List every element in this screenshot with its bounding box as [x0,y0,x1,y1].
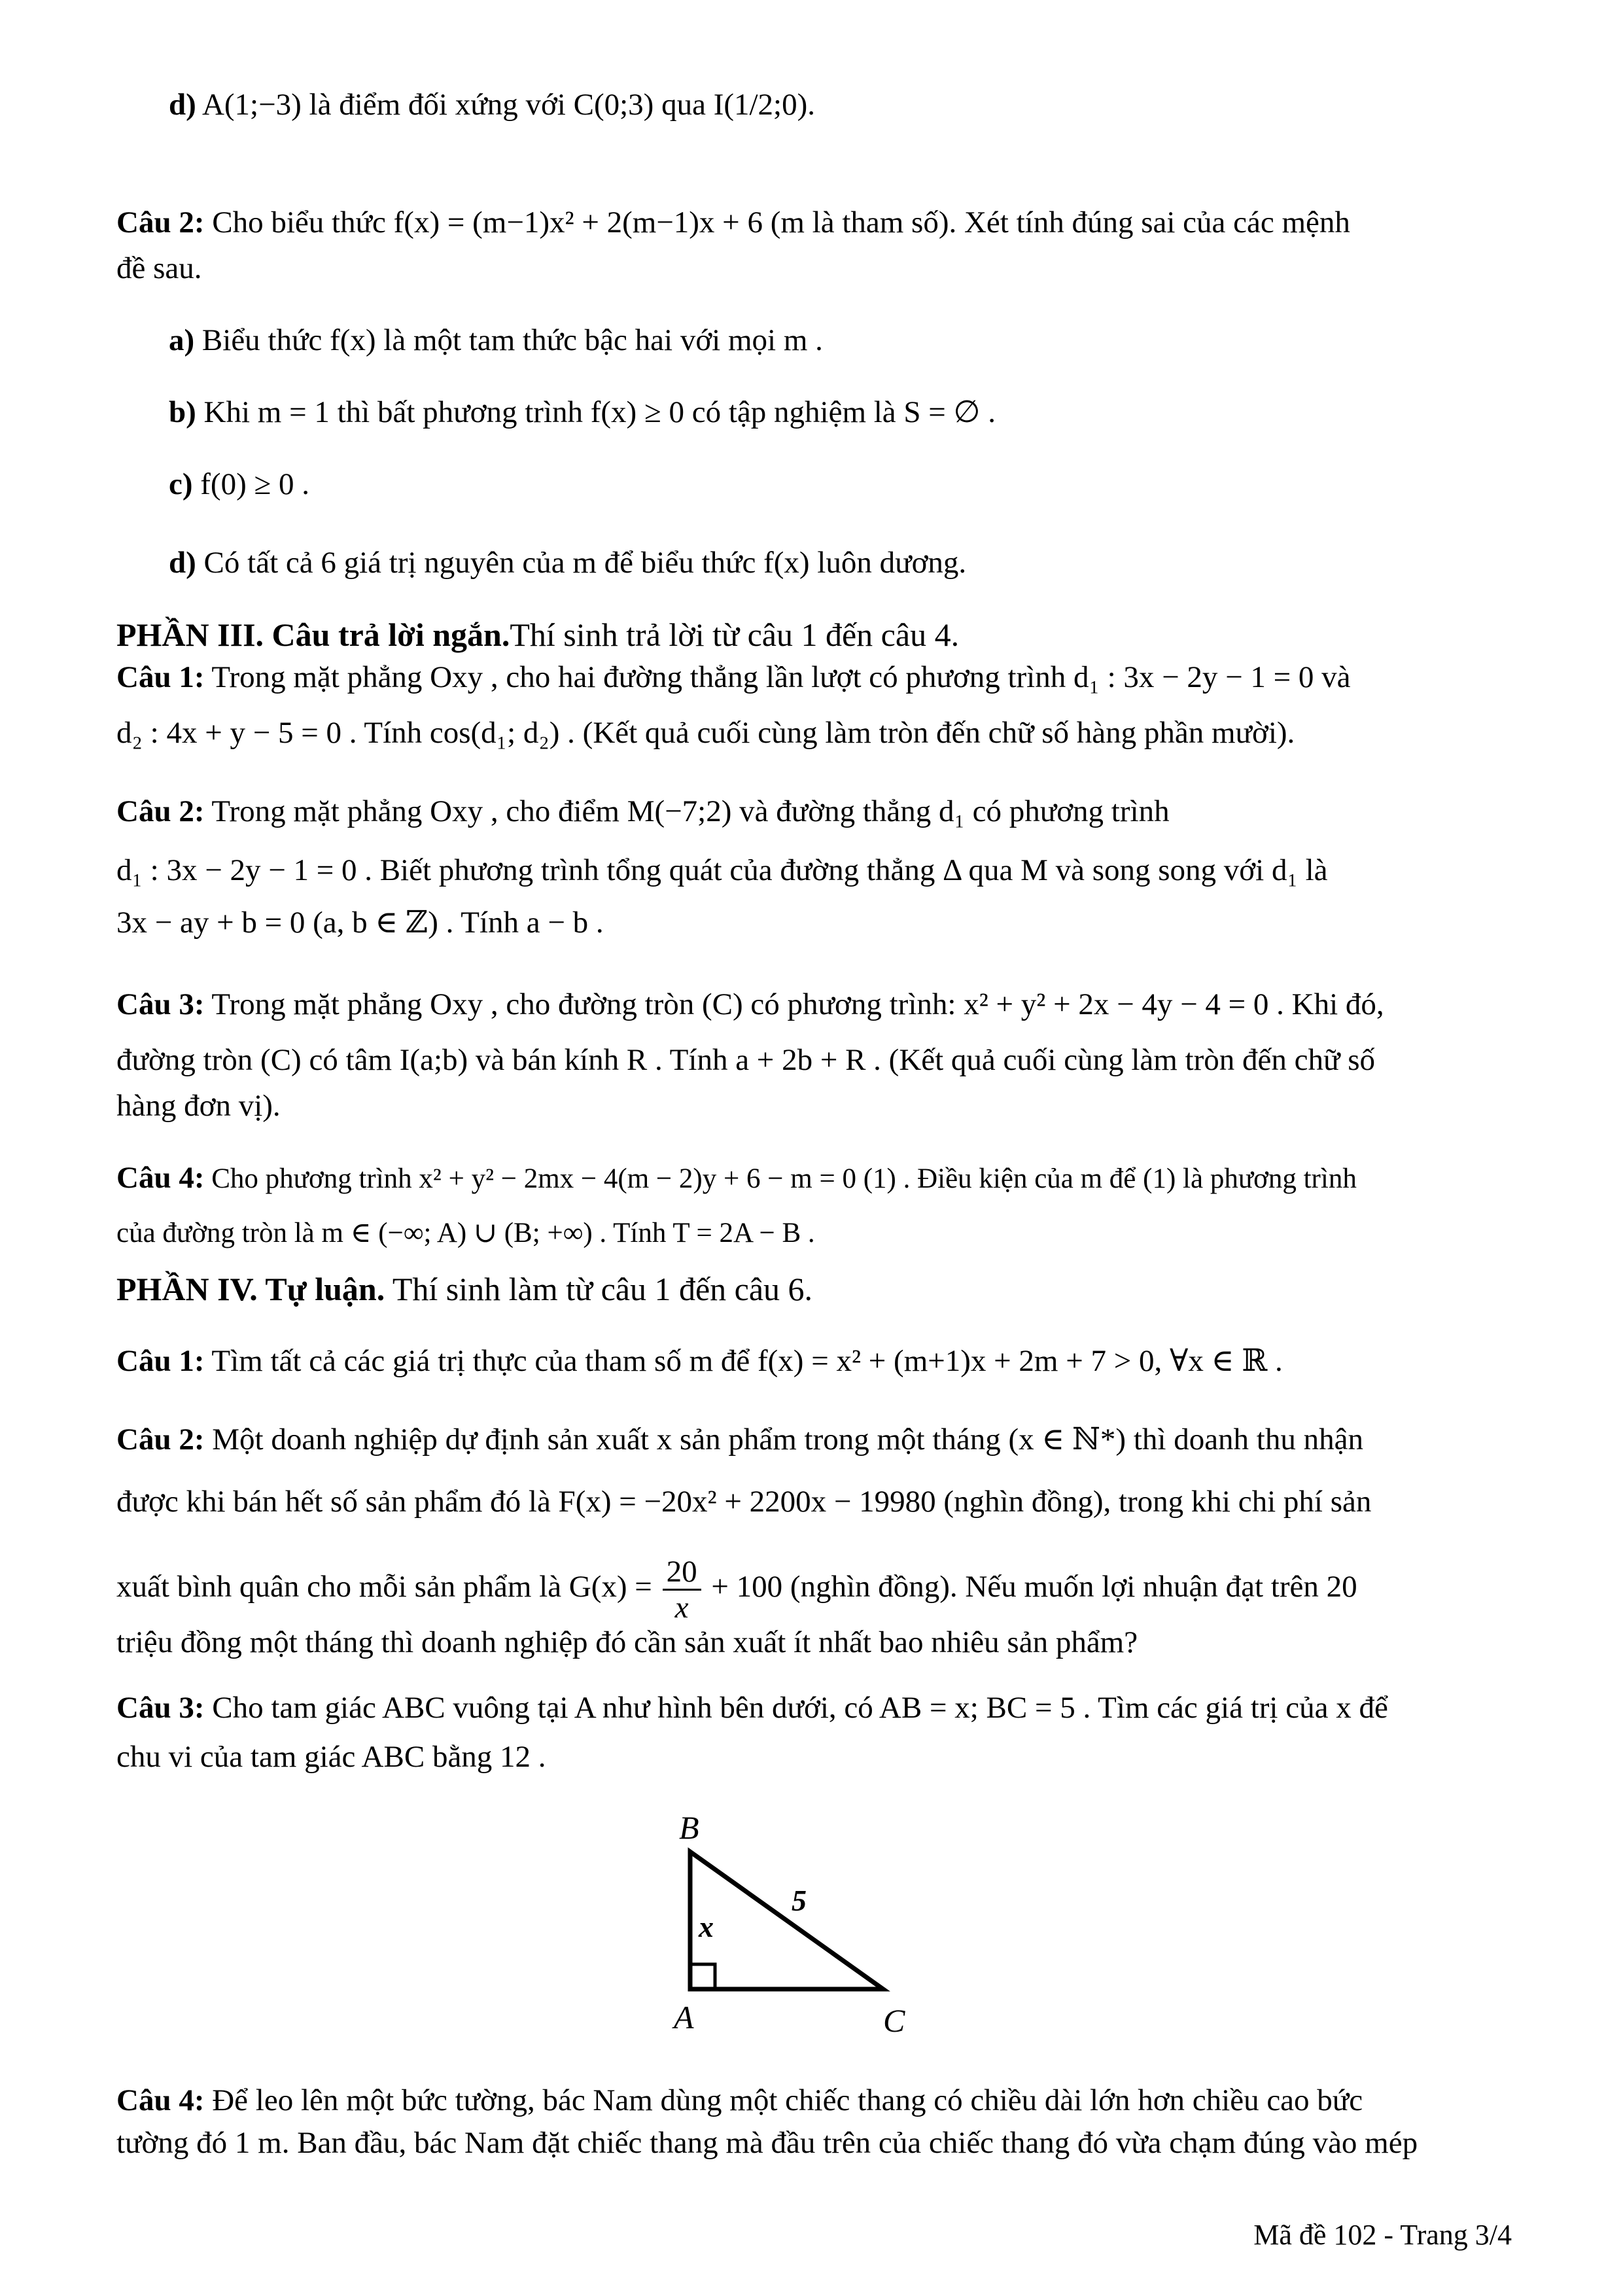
p3-question-3-cont2: hàng đơn vị). [116,1089,281,1123]
p4-question-2: Câu 2: Một doanh nghiệp dự định sản xuất x sản phẩm trong một tháng (x ∈ ℕ*) thì doanh thu nhận [116,1422,1363,1457]
right-angle-mark [690,1964,715,1989]
p3-question-1: Câu 1: Trong mặt phẳng Oxy , cho hai đường thẳng lần lượt có phương trình d₁ : 3x − 2y − 1 = 0 và [116,660,1351,694]
p3-question-2: Câu 2: Trong mặt phẳng Oxy , cho điểm M(−7;2) và đường thẳng d₁ có phương trình [116,794,1170,828]
p3-question-1-cont: d₂ : 4x + y − 5 = 0 . Tính cos(d₁; d₂) . (Kết quả cuối cùng làm tròn đến chữ số hàng phần mười). [116,716,1295,750]
fraction-20-over-x: $\frac{20}{x}$ [663,1555,701,1625]
side-label-x: x [699,1910,714,1943]
section-4-heading: PHẦN IV. Tự luận. Thí sinh làm từ câu 1 đến câu 6. [116,1271,813,1307]
vertex-label-a: A [674,1999,694,2036]
question-2: Câu 2: Cho biểu thức f(x) = (m−1)x² + 2(m−1)x + 6 (m là tham số). Xét tính đúng sai của các mệnh [116,205,1350,239]
p4-question-3: Câu 3: Cho tam giác ABC vuông tại A như hình bên dưới, có AB = x; BC = 5 . Tìm các giá trị của x để [116,1691,1388,1725]
option-a: a) Biểu thức f(x) là một tam thức bậc hai với mọi m . [169,323,823,357]
p4-question-3-cont: chu vi của tam giác ABC bằng 12 . [116,1740,546,1774]
p4-question-2-cont3: triệu đồng một tháng thì doanh nghiệp đó cần sản xuất ít nhất bao nhiêu sản phẩm? [116,1625,1138,1659]
p4-question-2-cont: được khi bán hết số sản phẩm đó là F(x) = −20x² + 2200x − 19980 (nghìn đồng), trong khi chi phí sản [116,1485,1372,1519]
triangle-shape [690,1852,883,1989]
option-d: d) Có tất cả 6 giá trị nguyên của m để biểu thức f(x) luôn dương. [169,546,967,580]
p4-question-1: Câu 1: Tìm tất cả các giá trị thực của tham số m để f(x) = x² + (m+1)x + 2m + 7 > 0, ∀x ∈ ℝ . [116,1344,1283,1378]
vertex-label-c: C [883,2002,905,2039]
section-3-heading: PHẦN III. Câu trả lời ngắn.Thí sinh trả lời từ câu 1 đến câu 4. [116,616,960,653]
p3-question-4: Câu 4: Cho phương trình x² + y² − 2mx − 4(m − 2)y + 6 − m = 0 (1) . Điều kiện của m để (1) là phương trình [116,1161,1357,1195]
right-triangle-figure [667,1812,942,2055]
p4-question-4-cont: tường đó 1 m. Ban đầu, bác Nam đặt chiếc thang mà đầu trên của chiếc thang đó vừa chạm đúng vào mép [116,2126,1418,2160]
p4-question-4: Câu 4: Để leo lên một bức tường, bác Nam dùng một chiếc thang có chiều dài lớn hơn chiều cao bức [116,2083,1363,2117]
p4-question-2-cont2: xuất bình quân cho mỗi sản phẩm là G(x) = $\frac{20}{x}$ + 100 (nghìn đồng). Nếu muốn lợi nhuận đạt trên 20 [116,1554,1357,1625]
p3-question-2-cont: d₁ : 3x − 2y − 1 = 0 . Biết phương trình tổng quát của đường thẳng Δ qua M và song song với d₁ là [116,853,1328,887]
p3-question-2-cont2: 3x − ay + b = 0 (a, b ∈ ℤ) . Tính a − b . [116,906,604,940]
p3-question-3: Câu 3: Trong mặt phẳng Oxy , cho đường tròn (C) có phương trình: x² + y² + 2x − 4y − 4 = 0 . Khi đó, [116,987,1384,1021]
question-2-cont: đề sau. [116,251,202,285]
option-b: b) Khi m = 1 thì bất phương trình f(x) ≥ 0 có tập nghiệm là S = ∅ . [169,395,996,429]
option-c: c) f(0) ≥ 0 . [169,467,310,501]
option-d-prev: d) A(1;−3) là điểm đối xứng với C(0;3) qua I(1/2;0). [169,88,816,122]
vertex-label-b: B [679,1812,699,1846]
p3-question-4-cont: của đường tròn là m ∈ (−∞; A) ∪ (B; +∞) . Tính T = 2A − B . [116,1218,815,1248]
p3-question-3-cont: đường tròn (C) có tâm I(a;b) và bán kính R . Tính a + 2b + R . (Kết quả cuối cùng làm tròn đến chữ số [116,1043,1375,1077]
side-label-5: 5 [792,1884,807,1917]
page-footer: Mã đề 102 - Trang 3/4 [1253,2219,1512,2251]
